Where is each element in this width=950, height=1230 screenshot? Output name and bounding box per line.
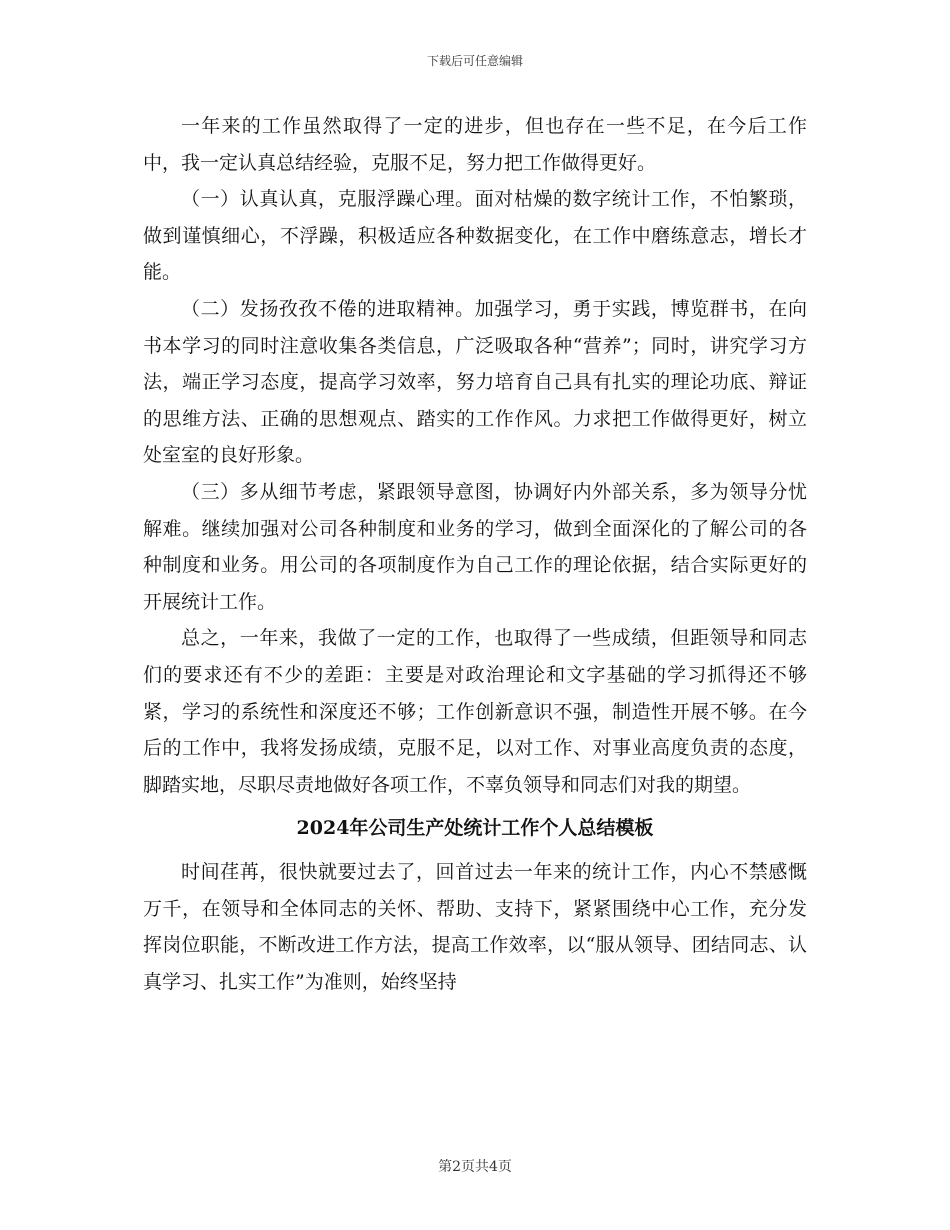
page-number-footer: 第2页共4页	[438, 1159, 512, 1175]
section-title: 2024年公司生产处统计工作个人总结模板	[296, 817, 654, 840]
paragraph-point-2: （二）发扬孜孜不倦的进取精神。加强学习，勇于实践，博览群书，在向书本学习的同时注意收集各类信息，广泛吸取各种“营养”；同时，讲究学习方法，端正学习态度，提高学习效率，努力培育自己具有扎实的理论功底、辩证的思维方法、正确的思想观点、踏实的工作作风。力求把工作做得更好，树立处室室的良好形象。	[143, 297, 807, 467]
paragraph-new-section-intro: 时间荏苒，很快就要过去了，回首过去一年来的统计工作，内心不禁感慨万千，在领导和全体同志的关怀、帮助、支持下，紧紧围绕中心工作，充分发挥岗位职能，不断改进工作方法，提高工作效率，以“服从领导、团结同志、认真学习、扎实工作”为准则，始终坚持	[143, 861, 807, 994]
paragraph-point-3: （三）多从细节考虑，紧跟领导意图，协调好内外部关系，多为领导分忧解难。继续加强对公司各种制度和业务的学习，做到全面深化的了解公司的各种制度和业务。用公司的各项制度作为自己工作的理论依据，结合实际更好的开展统计工作。	[143, 480, 807, 613]
paragraph-point-1: （一）认真认真，克服浮躁心理。面对枯燥的数字统计工作，不怕繁琐，做到谨慎细心，不浮躁，积极适应各种数据变化，在工作中磨练意志，增长才能。	[143, 188, 807, 284]
paragraph-intro: 一年来的工作虽然取得了一定的进步，但也存在一些不足，在今后工作中，我一定认真总结经验，克服不足，努力把工作做得更好。	[143, 115, 807, 174]
page-header-note: 下载后可任意编辑	[426, 54, 523, 68]
document-body	[143, 108, 807, 1001]
paragraph-summary: 总之，一年来，我做了一定的工作，也取得了一些成绩，但距领导和同志们的要求还有不少的差距：主要是对政治理论和文字基础的学习抓得还不够紧，学习的系统性和深度还不够；工作创新意识不强，制造性开展不够。在今后的工作中，我将发扬成绩，克服不足，以对工作、对事业高度负责的态度，脚踏实地，尽职尽责地做好各项工作，不辜负领导和同志们对我的期望。	[143, 627, 807, 796]
